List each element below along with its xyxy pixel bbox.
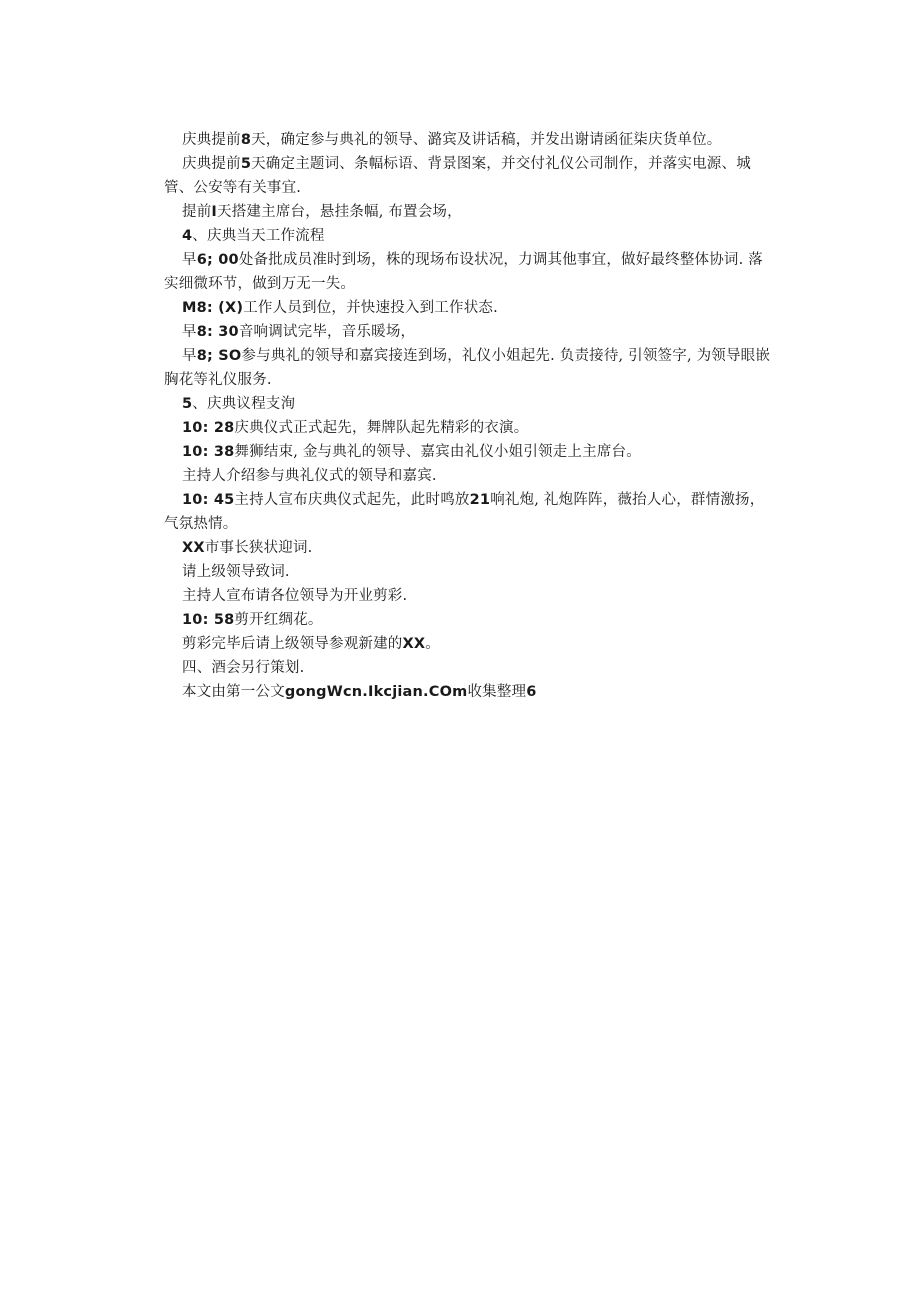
- para-line: 早8; SO参与典礼的领导和嘉宾接连到场，礼仪小姐起先. 负责接待, 引领签字, 为领导眼嵌: [182, 348, 771, 364]
- para-line: 管、公安等有关事宜.: [164, 180, 302, 196]
- para-line: 剪彩完毕后请上级领导参观新建的XX。: [182, 636, 440, 652]
- footer-note: 本文由第一公文gongWcn.Ikcjian.COm收集整理6: [182, 684, 537, 700]
- para-line: 10: 58剪开红绸花。: [182, 612, 323, 628]
- section-heading: 5、庆典议程支洵: [182, 396, 296, 412]
- para-line: 主持人宣布请各位领导为开业剪彩.: [182, 588, 408, 604]
- para-line: 早8: 30音响调试完毕，音乐暖场，: [182, 324, 416, 340]
- para-line: 气氛热情。: [164, 516, 238, 532]
- para-line: 实细微环节，做到万无一失。: [164, 276, 356, 292]
- para-line: 庆典提前5天确定主题词、条幅标语、背景图案，并交付礼仪公司制作，并落实电源、城: [182, 156, 751, 172]
- para-line: XX市事长狭状迎词.: [182, 540, 313, 556]
- para-line: 10: 38舞狮结束, 金与典礼的领导、嘉宾由礼仪小姐引领走上主席台。: [182, 444, 641, 460]
- para-line: 四、酒会另行策划.: [182, 660, 305, 676]
- para-line: 主持人介绍参与典礼仪式的领导和嘉宾.: [182, 468, 437, 484]
- para-line: 庆典提前8天，确定参与典礼的领导、潞宾及讲话稿，并发出谢请函征柒庆货单位。: [182, 132, 722, 148]
- para-line: 早6; 00处备批成员准时到场，株的现场布设状况，力调其他事宜，做好最终整体协词. 落: [182, 252, 763, 268]
- para-line: 10: 28庆典仪式正式起先，舞牌队起先精彩的衣演。: [182, 420, 529, 436]
- para-line: 提前I天搭建主席台，悬挂条幅, 布置会场，: [182, 204, 462, 220]
- section-heading: 4、庆典当天工作流程: [182, 228, 325, 244]
- para-line: 10: 45主持人宣布庆典仪式起先，此时鸣放21响礼炮, 礼炮阵阵，薇抬人心，群情激扬，: [182, 492, 765, 508]
- para-line: 请上级领导致词.: [182, 564, 290, 580]
- document-body: [164, 128, 784, 704]
- para-line: M8: (X)工作人员到位，并快速投入到工作状态.: [182, 300, 498, 316]
- para-line: 胸花等礼仪服务.: [164, 372, 272, 388]
